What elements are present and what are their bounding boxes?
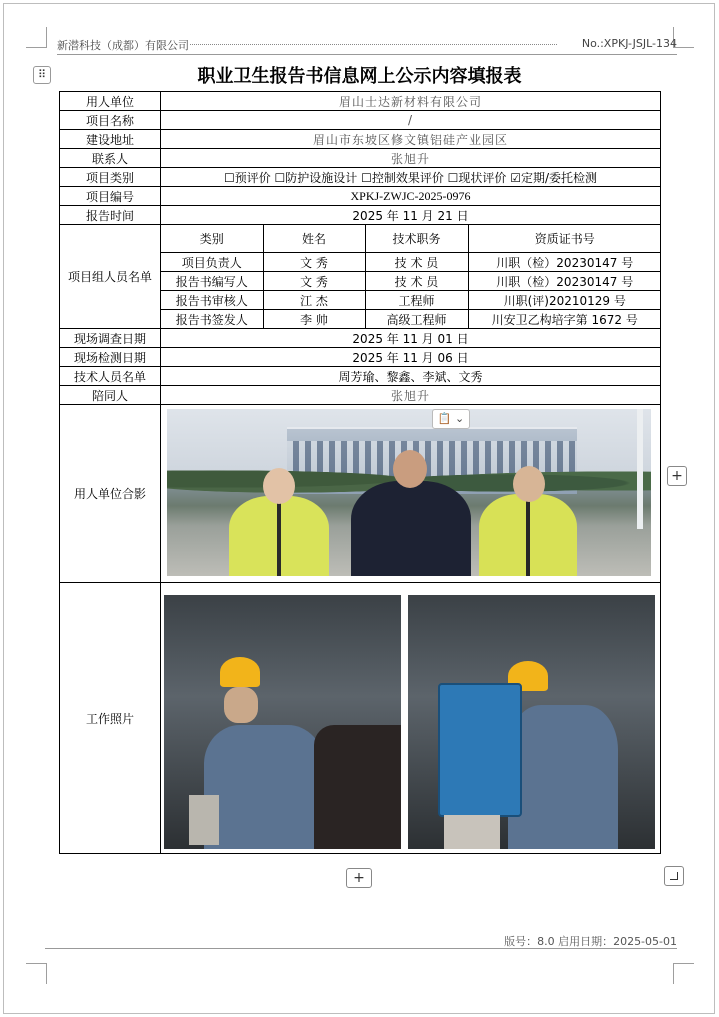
photo-arm (314, 725, 401, 849)
team-label: 项目组人员名单 (60, 225, 161, 329)
photo-helmet (220, 657, 260, 687)
team-title[interactable]: 技 术 员 (365, 253, 468, 272)
row-work-photo (60, 583, 661, 854)
row-address (60, 130, 661, 149)
work-photo-cell[interactable] (161, 583, 661, 854)
paste-options-icon[interactable]: 📋 ⌄ (432, 409, 470, 429)
team-table (161, 225, 661, 328)
photo-person-head (263, 468, 295, 504)
header-rule (57, 54, 677, 55)
row-report-time (60, 206, 661, 225)
add-column-icon[interactable]: + (667, 466, 687, 486)
table-resize-handle-icon[interactable] (664, 866, 684, 886)
team-category[interactable]: 报告书签发人 (161, 310, 263, 329)
report-time-label: 报告时间 (60, 206, 161, 225)
header-leader-dots (190, 44, 557, 45)
group-photo-label: 用人单位合影 (60, 405, 161, 583)
photo-person (351, 481, 471, 576)
contact-label: 联系人 (60, 149, 161, 168)
address-label: 建设地址 (60, 130, 161, 149)
row-category (60, 168, 661, 187)
row-team (60, 225, 661, 329)
team-header-title: 技术职务 (365, 225, 468, 253)
table-row (161, 253, 661, 272)
employer-label: 用人单位 (60, 92, 161, 111)
test-date-value[interactable]: 2025 年 11 月 06 日 (161, 348, 661, 367)
table-move-handle-icon[interactable]: ⠿ (33, 66, 51, 84)
project-no-value[interactable]: XPKJ-ZWJC-2025-0976 (161, 187, 661, 206)
add-row-icon[interactable]: + (346, 868, 372, 888)
test-date-label: 现场检测日期 (60, 348, 161, 367)
row-contact (60, 149, 661, 168)
report-time-value[interactable]: 2025 年 11 月 21 日 (161, 206, 661, 225)
photo-worker (204, 725, 324, 849)
category-label: 项目类别 (60, 168, 161, 187)
document-title: 职业卫生报告书信息网上公示内容填报表 (197, 66, 522, 87)
team-header-row (161, 225, 661, 253)
team-cert[interactable]: 川职（检）20230147 号 (468, 272, 661, 291)
photo-panel (189, 795, 219, 845)
team-name[interactable]: 李 帅 (263, 310, 365, 329)
work-photo-image-1[interactable] (164, 595, 401, 849)
photo-person-head (393, 450, 427, 488)
team-title[interactable]: 技 术 员 (365, 272, 468, 291)
row-tech-staff (60, 367, 661, 386)
row-survey-date (60, 329, 661, 348)
team-header-name: 姓名 (263, 225, 365, 253)
row-escort (60, 386, 661, 405)
project-no-label: 项目编号 (60, 187, 161, 206)
contact-value[interactable]: 张旭升 (161, 149, 661, 168)
footer-version: 版号：8.0 启用日期：2025-05-01 (504, 935, 677, 948)
team-header-category: 类别 (161, 225, 263, 253)
group-photo-image[interactable] (167, 409, 651, 576)
escort-value[interactable]: 张旭升 (161, 386, 661, 405)
row-group-photo (60, 405, 661, 583)
photo-instrument (438, 683, 522, 817)
team-header-cert: 资质证书号 (468, 225, 661, 253)
employer-value[interactable]: 眉山士达新材料有限公司 (161, 92, 661, 111)
survey-date-label: 现场调查日期 (60, 329, 161, 348)
crop-mark-bottom-right (673, 963, 694, 984)
category-options[interactable]: ☐预评价 ☐防护设施设计 ☐控制效果评价 ☐现状评价 ☑定期/委托检测 (161, 168, 661, 187)
team-name[interactable]: 江 杰 (263, 291, 365, 310)
row-test-date (60, 348, 661, 367)
team-category[interactable]: 项目负责人 (161, 253, 263, 272)
team-category[interactable]: 报告书编写人 (161, 272, 263, 291)
info-form-table (59, 91, 661, 854)
table-row (161, 310, 661, 329)
row-project-name (60, 111, 661, 130)
photo-worker (508, 705, 618, 849)
team-cert[interactable]: 川安卫乙构培字第 1672 号 (491, 312, 638, 327)
team-cert[interactable]: 川职(评)20210129 号 (468, 291, 661, 310)
escort-label: 陪同人 (60, 386, 161, 405)
project-name-label: 项目名称 (60, 111, 161, 130)
address-value[interactable]: 眉山市东坡区修文镇铝硅产业园区 (161, 130, 661, 149)
photo-person (229, 496, 329, 576)
team-name[interactable]: 文 秀 (263, 253, 365, 272)
team-cell (161, 225, 661, 329)
header-company: 新潜科技（成都）有限公司 (57, 39, 189, 52)
table-row (161, 272, 661, 291)
photo-person-head (513, 466, 545, 502)
tech-staff-value[interactable]: 周芳瑜、黎鑫、李斌、文秀 (161, 367, 661, 386)
work-photo-image-2[interactable] (408, 595, 655, 849)
row-project-no (60, 187, 661, 206)
team-name[interactable]: 文 秀 (263, 272, 365, 291)
row-employer (60, 92, 661, 111)
photo-worker-face (224, 687, 258, 723)
photo-person (479, 494, 577, 576)
survey-date-value[interactable]: 2025 年 11 月 01 日 (161, 329, 661, 348)
photo-pole (637, 409, 643, 529)
team-category[interactable]: 报告书审核人 (161, 291, 263, 310)
group-photo-cell[interactable] (161, 405, 661, 583)
crop-mark-bottom-left (26, 963, 47, 984)
photo-panel (444, 815, 500, 849)
project-name-value[interactable]: / (161, 111, 661, 130)
tech-staff-label: 技术人员名单 (60, 367, 161, 386)
work-photo-label: 工作照片 (60, 583, 161, 854)
team-cert[interactable]: 川职（检）20230147 号 (468, 253, 661, 272)
team-title[interactable]: 工程师 (365, 291, 468, 310)
crop-mark-top-left (26, 27, 47, 48)
page-header[interactable] (57, 37, 677, 53)
team-title[interactable]: 高级工程师 (365, 310, 468, 329)
header-doc-number: No.:XPKJ-JSJL-134 (581, 37, 677, 50)
table-row (161, 291, 661, 310)
